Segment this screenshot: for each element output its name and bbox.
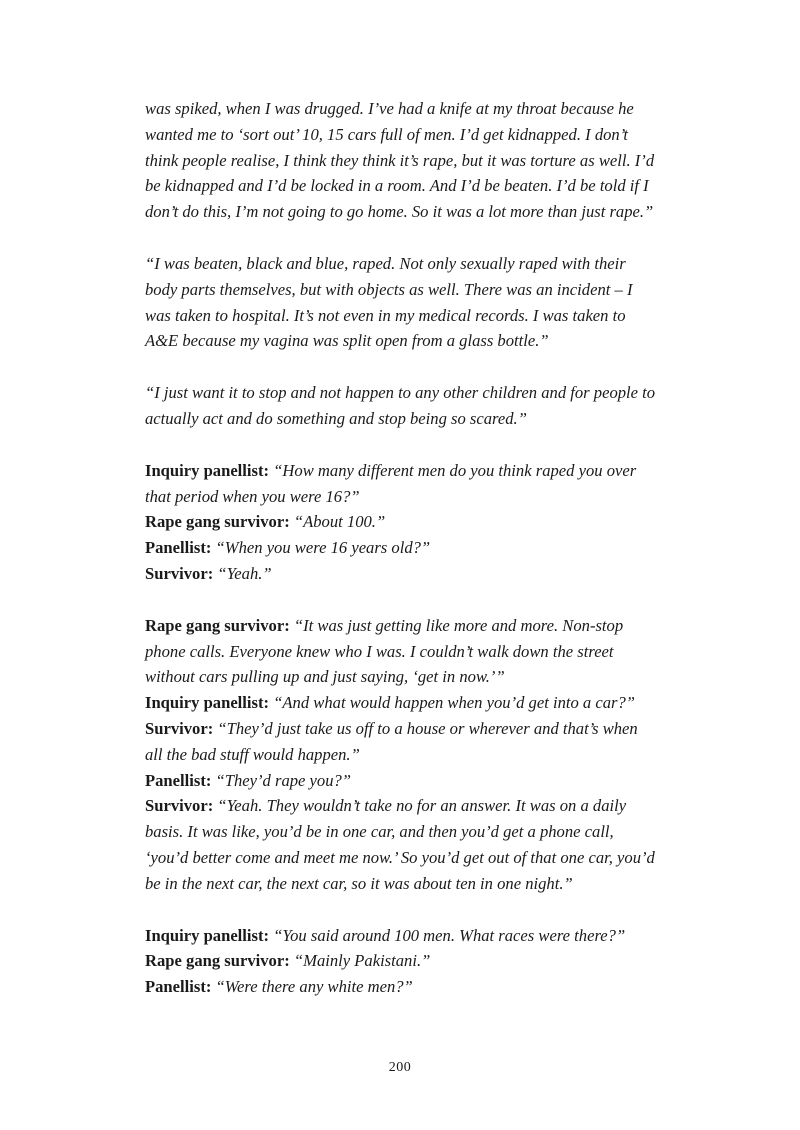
- speaker-label: Survivor:: [145, 796, 214, 816]
- dialogue-block: [145, 458, 657, 587]
- dialogue-line: [145, 561, 657, 587]
- speech-text: “How many different men do you think raped you over that period when you were 16?”: [145, 460, 637, 506]
- speaker-label: Inquiry panellist:: [145, 693, 270, 713]
- speaker-label: Rape gang survivor:: [145, 615, 290, 635]
- dialogue-line: [145, 948, 657, 974]
- speaker-label: Survivor:: [145, 718, 214, 738]
- dialogue-line: [145, 535, 657, 561]
- dialogue-line: [145, 458, 657, 510]
- dialogue-line: [145, 509, 657, 535]
- speaker-label: Panellist:: [145, 770, 212, 790]
- speech-text: “It was just getting like more and more. Non-stop phone calls. Everyone knew who I was. I couldn’t walk down the street without cars pulling up and just saying, ‘get in now.’”: [145, 615, 624, 687]
- speaker-label: Inquiry panellist:: [145, 925, 270, 945]
- speaker-label: Panellist:: [145, 538, 212, 558]
- speech-text: “Were there any white men?”: [215, 977, 413, 997]
- speech-text: “They’d just take us off to a house or wherever and that’s when all the bad stuff would happen.”: [145, 718, 638, 764]
- speaker-label: Rape gang survivor:: [145, 512, 290, 532]
- page-number: 200: [388, 1060, 412, 1075]
- dialogue-block: [145, 613, 657, 897]
- speech-text: “They’d rape you?”: [215, 770, 352, 790]
- speech-text: “You said around 100 men. What races were there?”: [273, 925, 626, 945]
- speech-text: “Mainly Pakistani.”: [293, 951, 431, 971]
- speaker-label: Rape gang survivor:: [145, 951, 290, 971]
- speech-text: “About 100.”: [293, 512, 386, 532]
- dialogue-line: [145, 716, 657, 768]
- speech-text: “And what would happen when you’d get into a car?”: [273, 693, 636, 713]
- speech-text: “Yeah. They wouldn’t take no for an answer. It was on a daily basis. It was like, you’d be in one car, and then you’d get a phone call, ‘you’d better come and meet me now.’ So you’d get out of that one car, you’d be in the next car, the next car, so it was about ten in one night.”: [145, 796, 655, 893]
- quote-paragraph: “I just want it to stop and not happen to any other children and for people to actually act and do something and stop being so scared.”: [145, 383, 656, 428]
- speech-text: “Yeah.”: [217, 563, 272, 583]
- speech-text: “When you were 16 years old?”: [215, 538, 431, 558]
- speaker-label: Panellist:: [145, 977, 212, 997]
- dialogue-line: [145, 768, 657, 794]
- dialogue-line: [145, 974, 657, 1000]
- quote-paragraph: was spiked, when I was drugged. I’ve had a knife at my throat because he wanted me to ‘sort out’ 10, 15 cars full of men. I’d get kidnapped. I don’t think people realise, I think they think it’s rape, but it was torture as well. I’d be kidnapped and I’d be locked in a room. And I’d be beaten. I’d be told if I don’t do this, I’m not going to go home. So it was a lot more than just rape.”: [145, 99, 655, 222]
- quote-paragraph: “I was beaten, black and blue, raped. Not only sexually raped with their body parts themselves, but with objects as well. There was an incident – I was taken to hospital. It’s not even in my medical records. I was taken to A&E because my vagina was split open from a glass bottle.”: [145, 253, 633, 351]
- page-body: [145, 96, 657, 1026]
- speaker-label: Inquiry panellist:: [145, 460, 270, 480]
- dialogue-line: [145, 923, 657, 949]
- dialogue-line: [145, 690, 657, 716]
- dialogue-line: [145, 613, 657, 690]
- speaker-label: Survivor:: [145, 563, 214, 583]
- dialogue-block: [145, 923, 657, 1000]
- dialogue-line: [145, 793, 657, 896]
